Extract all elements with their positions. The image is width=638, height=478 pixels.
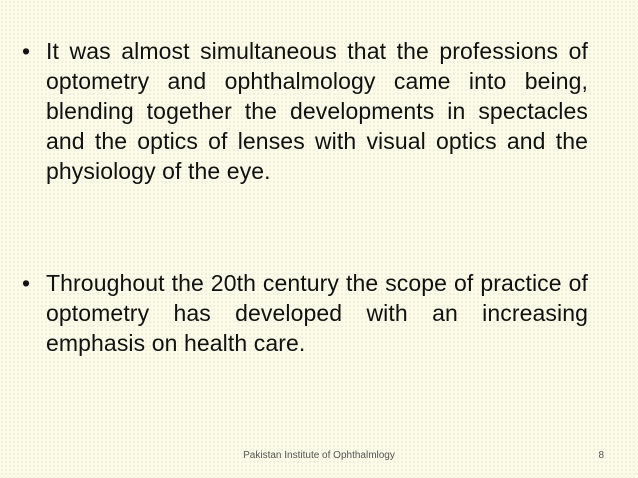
slide-body <box>22 36 588 358</box>
slide-footer <box>0 450 638 466</box>
bullet-marker: • <box>22 270 31 296</box>
bullet-text-1: It was almost simultaneous that the professions of optometry and ophthalmology came into being, blending together the developments in spectacles and the optics of lenses with visual optics and the physiology of the eye. <box>46 38 588 184</box>
bullet-item-2 <box>22 268 588 358</box>
bullet-text-2: Throughout the 20th century the scope of practice of optometry has developed with an increasing emphasis on health care. <box>46 270 588 356</box>
bullet-marker: • <box>22 38 31 64</box>
page-number: 8 <box>598 450 604 461</box>
footer-text: Pakistan Institute of Ophthalmlogy <box>243 450 395 461</box>
bullet-item-1 <box>22 36 588 186</box>
